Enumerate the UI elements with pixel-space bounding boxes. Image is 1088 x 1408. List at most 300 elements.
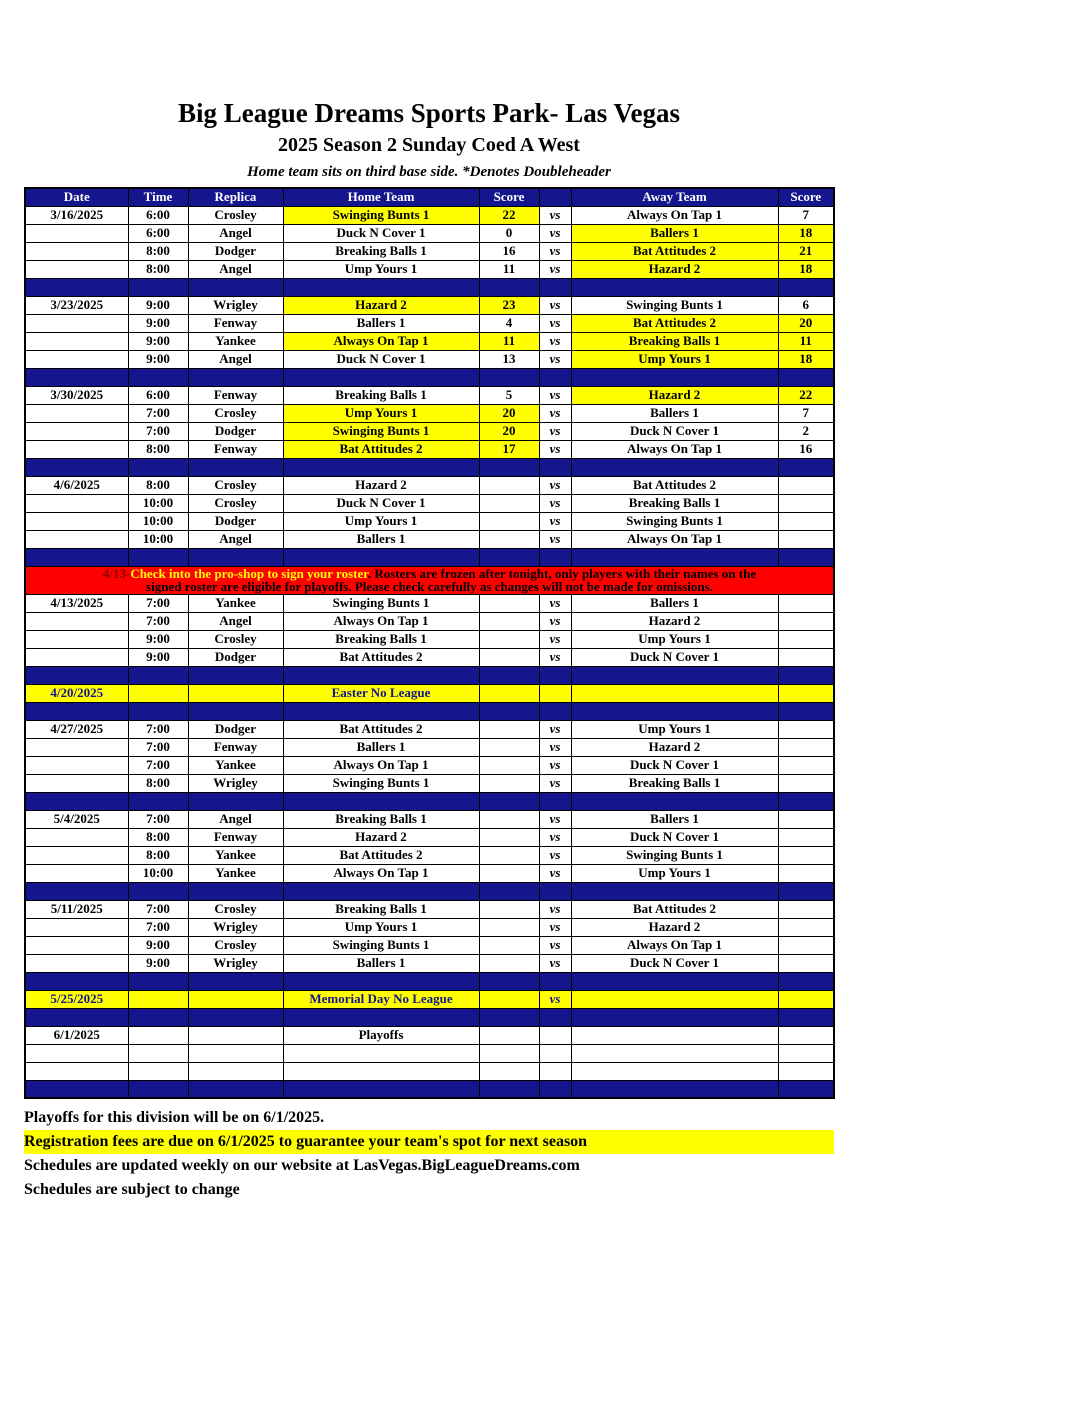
- game-row: [25, 332, 834, 350]
- time-cell: 7:00: [128, 612, 188, 630]
- roster-banner-row: [25, 566, 834, 594]
- game-row: [25, 720, 834, 738]
- separator-replica-cell: [188, 702, 283, 720]
- away-team-cell: Duck N Cover 1: [571, 422, 778, 440]
- time-cell: 7:00: [128, 900, 188, 918]
- away-score-cell: [778, 828, 834, 846]
- game-row: [25, 206, 834, 224]
- home-team-cell: Ump Yours 1: [283, 918, 479, 936]
- vs-cell: vs: [539, 918, 571, 936]
- vs-cell: vs: [539, 332, 571, 350]
- time-cell: 7:00: [128, 738, 188, 756]
- away-team-cell: Ballers 1: [571, 594, 778, 612]
- separator-vs-cell: [539, 548, 571, 566]
- away-score-cell: [778, 494, 834, 512]
- away-score-cell: [778, 936, 834, 954]
- replica-cell: Dodger: [188, 720, 283, 738]
- date-cell: [25, 756, 128, 774]
- replica-cell: [188, 990, 283, 1008]
- away-score-cell: 11: [778, 332, 834, 350]
- home-score-cell: [479, 810, 539, 828]
- away-team-cell: Ballers 1: [571, 404, 778, 422]
- separator-row: [25, 548, 834, 566]
- away-team-cell: Breaking Balls 1: [571, 494, 778, 512]
- time-cell: [128, 990, 188, 1008]
- away-team-cell: Always On Tap 1: [571, 530, 778, 548]
- away-team-cell: [571, 1026, 778, 1044]
- separator-time-cell: [128, 1080, 188, 1098]
- away-score-cell: [778, 900, 834, 918]
- separator-date-cell: [25, 1080, 128, 1098]
- home-score-cell: [479, 918, 539, 936]
- separator-time-cell: [128, 278, 188, 296]
- away-score-cell: [778, 476, 834, 494]
- empty-home-team-cell: [283, 1062, 479, 1080]
- separator-row: [25, 792, 834, 810]
- away-team-cell: Hazard 2: [571, 612, 778, 630]
- home-score-cell: 16: [479, 242, 539, 260]
- separator-time-cell: [128, 458, 188, 476]
- away-score-cell: [778, 954, 834, 972]
- replica-cell: Yankee: [188, 864, 283, 882]
- game-row: [25, 864, 834, 882]
- away-team-cell: Hazard 2: [571, 738, 778, 756]
- vs-cell: vs: [539, 296, 571, 314]
- time-cell: 9:00: [128, 350, 188, 368]
- separator-away-score-cell: [778, 1008, 834, 1026]
- separator-away-score-cell: [778, 882, 834, 900]
- vs-cell: vs: [539, 774, 571, 792]
- vs-cell: vs: [539, 224, 571, 242]
- replica-cell: Yankee: [188, 594, 283, 612]
- date-cell: 4/20/2025: [25, 684, 128, 702]
- away-score-cell: [778, 810, 834, 828]
- time-cell: 10:00: [128, 512, 188, 530]
- separator-away-team-cell: [571, 368, 778, 386]
- separator-home-score-cell: [479, 972, 539, 990]
- separator-date-cell: [25, 458, 128, 476]
- date-cell: 6/1/2025: [25, 1026, 128, 1044]
- away-team-cell: [571, 684, 778, 702]
- empty-home-score-cell: [479, 1062, 539, 1080]
- away-team-cell: Hazard 2: [571, 918, 778, 936]
- date-cell: 4/13/2025: [25, 594, 128, 612]
- separator-home-team-cell: [283, 1080, 479, 1098]
- away-score-cell: [778, 864, 834, 882]
- away-team-cell: Swinging Bunts 1: [571, 296, 778, 314]
- separator-date-cell: [25, 278, 128, 296]
- home-team-cell: Ump Yours 1: [283, 512, 479, 530]
- time-cell: 9:00: [128, 954, 188, 972]
- schedule-table-body: [25, 206, 834, 1098]
- home-score-cell: [479, 476, 539, 494]
- home-team-cell: Always On Tap 1: [283, 864, 479, 882]
- separator-home-score-cell: [479, 882, 539, 900]
- event-label-cell: Memorial Day No League: [283, 990, 479, 1008]
- separator-home-team-cell: [283, 882, 479, 900]
- replica-cell: Fenway: [188, 440, 283, 458]
- separator-home-team-cell: [283, 368, 479, 386]
- separator-replica-cell: [188, 458, 283, 476]
- separator-replica-cell: [188, 548, 283, 566]
- game-row: [25, 350, 834, 368]
- game-row: [25, 774, 834, 792]
- home-score-cell: 13: [479, 350, 539, 368]
- separator-date-cell: [25, 368, 128, 386]
- separator-date-cell: [25, 972, 128, 990]
- footer-subject-to-change-note: Schedules are subject to change: [24, 1181, 240, 1199]
- away-team-cell: Ump Yours 1: [571, 350, 778, 368]
- home-score-cell: [479, 648, 539, 666]
- replica-cell: Crosley: [188, 404, 283, 422]
- replica-cell: Yankee: [188, 756, 283, 774]
- empty-away-team-cell: [571, 1062, 778, 1080]
- separator-away-score-cell: [778, 1080, 834, 1098]
- away-team-cell: Always On Tap 1: [571, 936, 778, 954]
- home-score-cell: 20: [479, 404, 539, 422]
- away-score-cell: 18: [778, 260, 834, 278]
- separator-away-score-cell: [778, 666, 834, 684]
- separator-vs-cell: [539, 972, 571, 990]
- header-time: Time: [128, 188, 188, 206]
- replica-cell: [188, 684, 283, 702]
- time-cell: 9:00: [128, 314, 188, 332]
- event-label-cell: Easter No League: [283, 684, 479, 702]
- replica-cell: Wrigley: [188, 774, 283, 792]
- separator-row: [25, 882, 834, 900]
- separator-date-cell: [25, 666, 128, 684]
- empty-vs-cell: [539, 1044, 571, 1062]
- vs-cell: [539, 1026, 571, 1044]
- time-cell: 8:00: [128, 440, 188, 458]
- time-cell: 8:00: [128, 774, 188, 792]
- replica-cell: Fenway: [188, 828, 283, 846]
- time-cell: 9:00: [128, 630, 188, 648]
- away-team-cell: Always On Tap 1: [571, 440, 778, 458]
- home-team-cell: Ballers 1: [283, 530, 479, 548]
- separator-away-team-cell: [571, 278, 778, 296]
- game-row: [25, 296, 834, 314]
- game-row: [25, 936, 834, 954]
- date-cell: 3/16/2025: [25, 206, 128, 224]
- separator-vs-cell: [539, 278, 571, 296]
- replica-cell: Crosley: [188, 630, 283, 648]
- away-team-cell: Duck N Cover 1: [571, 648, 778, 666]
- separator-row: [25, 278, 834, 296]
- empty-time-cell: [128, 1062, 188, 1080]
- empty-home-score-cell: [479, 1044, 539, 1062]
- home-score-cell: [479, 1026, 539, 1044]
- home-score-cell: 5: [479, 386, 539, 404]
- away-team-cell: Ballers 1: [571, 810, 778, 828]
- home-score-cell: [479, 512, 539, 530]
- replica-cell: Dodger: [188, 422, 283, 440]
- date-cell: [25, 440, 128, 458]
- home-team-cell: Hazard 2: [283, 476, 479, 494]
- separator-vs-cell: [539, 666, 571, 684]
- away-team-cell: Bat Attitudes 2: [571, 900, 778, 918]
- separator-replica-cell: [188, 882, 283, 900]
- home-team-cell: Ballers 1: [283, 738, 479, 756]
- replica-cell: Fenway: [188, 738, 283, 756]
- time-cell: 10:00: [128, 494, 188, 512]
- replica-cell: Fenway: [188, 386, 283, 404]
- separator-away-score-cell: [778, 368, 834, 386]
- time-cell: 7:00: [128, 594, 188, 612]
- separator-replica-cell: [188, 792, 283, 810]
- away-team-cell: Bat Attitudes 2: [571, 242, 778, 260]
- home-team-cell: Bat Attitudes 2: [283, 440, 479, 458]
- header-vs: [539, 188, 571, 206]
- date-cell: 5/4/2025: [25, 810, 128, 828]
- separator-away-score-cell: [778, 972, 834, 990]
- separator-date-cell: [25, 1008, 128, 1026]
- page-title: Big League Dreams Sports Park- Las Vegas: [177, 98, 681, 128]
- home-score-cell: 23: [479, 296, 539, 314]
- replica-cell: Angel: [188, 612, 283, 630]
- away-score-cell: [778, 846, 834, 864]
- separator-row: [25, 666, 834, 684]
- time-cell: 6:00: [128, 386, 188, 404]
- vs-cell: vs: [539, 990, 571, 1008]
- away-score-cell: 2: [778, 422, 834, 440]
- separator-home-score-cell: [479, 1008, 539, 1026]
- time-cell: 7:00: [128, 810, 188, 828]
- date-cell: [25, 314, 128, 332]
- replica-cell: Yankee: [188, 332, 283, 350]
- event-row: [25, 990, 834, 1008]
- schedule-page: [24, 0, 834, 1202]
- away-team-cell: Always On Tap 1: [571, 206, 778, 224]
- game-row: [25, 756, 834, 774]
- replica-cell: Wrigley: [188, 954, 283, 972]
- separator-vs-cell: [539, 1008, 571, 1026]
- empty-replica-cell: [188, 1062, 283, 1080]
- footer-registration-note: Registration fees are due on 6/1/2025 to guarantee your team's spot for next season: [24, 1130, 834, 1154]
- home-team-cell: Ump Yours 1: [283, 404, 479, 422]
- home-score-cell: 22: [479, 206, 539, 224]
- time-cell: 9:00: [128, 936, 188, 954]
- vs-cell: vs: [539, 810, 571, 828]
- away-score-cell: 18: [778, 224, 834, 242]
- replica-cell: Angel: [188, 260, 283, 278]
- separator-home-score-cell: [479, 458, 539, 476]
- home-team-cell: Duck N Cover 1: [283, 350, 479, 368]
- home-score-cell: [479, 936, 539, 954]
- header-row: [25, 188, 834, 206]
- time-cell: 8:00: [128, 242, 188, 260]
- footer: [24, 1106, 834, 1202]
- empty-row: [25, 1044, 834, 1062]
- vs-cell: vs: [539, 242, 571, 260]
- date-cell: 4/27/2025: [25, 720, 128, 738]
- home-team-cell: Breaking Balls 1: [283, 810, 479, 828]
- footer-website-note: Schedules are updated weekly on our website at LasVegas.BigLeagueDreams.com: [24, 1157, 580, 1175]
- away-score-cell: [778, 630, 834, 648]
- banner-rest-text: . Rosters are frozen after tonight, only players with their names on the: [367, 566, 757, 581]
- separator-home-team-cell: [283, 792, 479, 810]
- away-score-cell: [778, 918, 834, 936]
- away-score-cell: [778, 1026, 834, 1044]
- away-score-cell: [778, 612, 834, 630]
- empty-row: [25, 1062, 834, 1080]
- time-cell: 8:00: [128, 476, 188, 494]
- roster-banner-cell: [25, 566, 834, 594]
- date-cell: 3/30/2025: [25, 386, 128, 404]
- away-score-cell: [778, 720, 834, 738]
- separator-row: [25, 972, 834, 990]
- separator-away-score-cell: [778, 792, 834, 810]
- date-cell: [25, 512, 128, 530]
- vs-cell: vs: [539, 738, 571, 756]
- separator-vs-cell: [539, 792, 571, 810]
- separator-vs-cell: [539, 458, 571, 476]
- date-cell: [25, 846, 128, 864]
- event-label-cell: Playoffs: [283, 1026, 479, 1044]
- home-score-cell: [479, 846, 539, 864]
- home-team-cell: Breaking Balls 1: [283, 630, 479, 648]
- vs-cell: vs: [539, 530, 571, 548]
- home-team-cell: Bat Attitudes 2: [283, 648, 479, 666]
- away-team-cell: Bat Attitudes 2: [571, 476, 778, 494]
- date-cell: [25, 494, 128, 512]
- away-score-cell: [778, 990, 834, 1008]
- away-score-cell: 7: [778, 206, 834, 224]
- home-team-cell: Hazard 2: [283, 828, 479, 846]
- separator-row: [25, 458, 834, 476]
- game-row: [25, 648, 834, 666]
- home-team-cell: Bat Attitudes 2: [283, 720, 479, 738]
- away-score-cell: [778, 530, 834, 548]
- away-team-cell: Duck N Cover 1: [571, 756, 778, 774]
- separator-away-team-cell: [571, 792, 778, 810]
- date-cell: [25, 630, 128, 648]
- separator-row: [25, 702, 834, 720]
- replica-cell: Yankee: [188, 846, 283, 864]
- vs-cell: vs: [539, 494, 571, 512]
- away-team-cell: Duck N Cover 1: [571, 954, 778, 972]
- game-row: [25, 260, 834, 278]
- date-cell: [25, 332, 128, 350]
- away-score-cell: [778, 648, 834, 666]
- away-team-cell: Duck N Cover 1: [571, 828, 778, 846]
- time-cell: [128, 684, 188, 702]
- away-team-cell: Ballers 1: [571, 224, 778, 242]
- replica-cell: Wrigley: [188, 296, 283, 314]
- game-row: [25, 494, 834, 512]
- empty-away-score-cell: [778, 1062, 834, 1080]
- separator-home-team-cell: [283, 666, 479, 684]
- header-replica: Replica: [188, 188, 283, 206]
- replica-cell: Angel: [188, 810, 283, 828]
- separator-time-cell: [128, 666, 188, 684]
- empty-date-cell: [25, 1044, 128, 1062]
- separator-time-cell: [128, 548, 188, 566]
- time-cell: 10:00: [128, 530, 188, 548]
- separator-vs-cell: [539, 882, 571, 900]
- vs-cell: vs: [539, 260, 571, 278]
- separator-time-cell: [128, 792, 188, 810]
- time-cell: 7:00: [128, 918, 188, 936]
- home-team-cell: Swinging Bunts 1: [283, 936, 479, 954]
- home-team-cell: Swinging Bunts 1: [283, 594, 479, 612]
- time-cell: 10:00: [128, 864, 188, 882]
- home-score-cell: 0: [479, 224, 539, 242]
- home-team-cell: Ump Yours 1: [283, 260, 479, 278]
- home-team-cell: Duck N Cover 1: [283, 224, 479, 242]
- empty-time-cell: [128, 1044, 188, 1062]
- vs-cell: vs: [539, 206, 571, 224]
- game-row: [25, 810, 834, 828]
- home-score-cell: [479, 738, 539, 756]
- vs-cell: vs: [539, 630, 571, 648]
- separator-away-team-cell: [571, 972, 778, 990]
- date-cell: [25, 648, 128, 666]
- home-team-cell: Swinging Bunts 1: [283, 774, 479, 792]
- separator-replica-cell: [188, 368, 283, 386]
- home-team-cell: Swinging Bunts 1: [283, 422, 479, 440]
- separator-time-cell: [128, 972, 188, 990]
- replica-cell: [188, 1026, 283, 1044]
- home-score-cell: [479, 864, 539, 882]
- time-cell: 8:00: [128, 846, 188, 864]
- away-score-cell: 21: [778, 242, 834, 260]
- header-home-team: Home Team: [283, 188, 479, 206]
- home-team-cell: Duck N Cover 1: [283, 494, 479, 512]
- replica-cell: Angel: [188, 224, 283, 242]
- home-score-cell: 17: [479, 440, 539, 458]
- replica-cell: Dodger: [188, 512, 283, 530]
- vs-cell: vs: [539, 386, 571, 404]
- away-team-cell: Ump Yours 1: [571, 630, 778, 648]
- vs-cell: vs: [539, 404, 571, 422]
- header-away-score: Score: [778, 188, 834, 206]
- separator-home-team-cell: [283, 548, 479, 566]
- vs-cell: vs: [539, 954, 571, 972]
- time-cell: [128, 1026, 188, 1044]
- empty-replica-cell: [188, 1044, 283, 1062]
- time-cell: 8:00: [128, 260, 188, 278]
- separator-time-cell: [128, 1008, 188, 1026]
- game-row: [25, 422, 834, 440]
- date-cell: [25, 260, 128, 278]
- game-row: [25, 242, 834, 260]
- away-team-cell: Swinging Bunts 1: [571, 846, 778, 864]
- replica-cell: Fenway: [188, 314, 283, 332]
- away-team-cell: Hazard 2: [571, 260, 778, 278]
- replica-cell: Dodger: [188, 648, 283, 666]
- home-team-cell: Breaking Balls 1: [283, 242, 479, 260]
- away-score-cell: [778, 756, 834, 774]
- separator-date-cell: [25, 548, 128, 566]
- date-cell: [25, 864, 128, 882]
- home-score-cell: [479, 720, 539, 738]
- vs-cell: vs: [539, 440, 571, 458]
- home-team-note: Home team sits on third base side. *Denotes Doubleheader: [247, 164, 611, 180]
- empty-vs-cell: [539, 1062, 571, 1080]
- away-score-cell: [778, 774, 834, 792]
- home-team-cell: Ballers 1: [283, 314, 479, 332]
- time-cell: 8:00: [128, 828, 188, 846]
- header-away-team: Away Team: [571, 188, 778, 206]
- separator-time-cell: [128, 702, 188, 720]
- date-cell: [25, 918, 128, 936]
- separator-home-score-cell: [479, 368, 539, 386]
- game-row: [25, 954, 834, 972]
- home-score-cell: [479, 594, 539, 612]
- away-score-cell: [778, 594, 834, 612]
- separator-away-team-cell: [571, 1080, 778, 1098]
